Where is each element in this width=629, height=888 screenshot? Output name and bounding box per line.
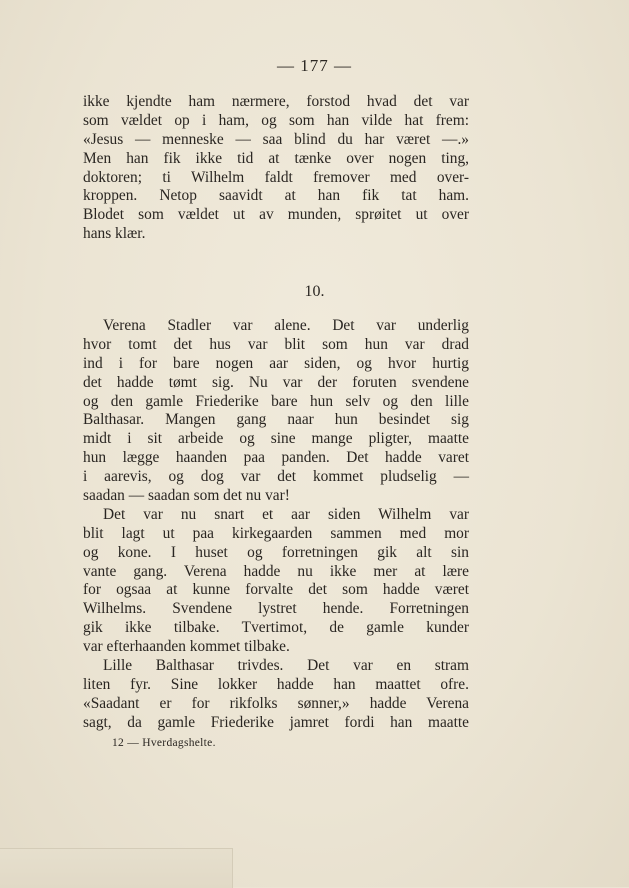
text-line: «Saadant er for rikfolks sønner,» hadde Verena (83, 694, 469, 712)
text-line: Lille Balthasar trivdes. Det var en stram (103, 657, 469, 675)
text-line: og den gamle Friederike bare hun selv og den lille (83, 392, 469, 410)
paragraph-2 (83, 317, 469, 733)
page-fold-edge (0, 848, 233, 888)
text-line: sagt, da gamle Friederike jamret fordi han maatte (83, 713, 469, 731)
text-line: midt i sit arbeide og sine mange pligter, maatte (83, 430, 469, 448)
text-line: saadan — saadan som det nu var! (83, 487, 290, 505)
text-line: Balthasar. Mangen gang naar hun besindet sig (83, 411, 469, 429)
text-line: «Jesus — menneske — saa blind du har været —.» (83, 130, 469, 148)
text-line: vante gang. Verena hadde nu ikke mer at lære (83, 562, 469, 580)
text-line: Verena Stadler var alene. Det var underlig (103, 317, 469, 334)
text-line: hvor tomt det hus var blit som hun var drad (83, 335, 469, 353)
text-line: hun lægge haanden paa panden. Det hadde varet (83, 449, 469, 467)
text-line: og kone. I huset og forretningen gik alt sin (83, 543, 469, 561)
text-line: Det var nu snart et aar siden Wilhelm var (103, 505, 469, 523)
text-line: for ogsaa at kunne forvalte det som hadde været (83, 581, 469, 599)
text-line: Men han fik ikke tid at tænke over nogen ting, (83, 149, 469, 167)
text-line: ind i for bare nogen aar siden, og hvor hurtig (83, 354, 469, 372)
chapter-heading: 10. (304, 283, 325, 300)
text-line: kroppen. Netop saavidt at han fik tat ham. (83, 187, 469, 205)
text-line: som vældet op i ham, og som han vilde hat frem: (83, 111, 469, 129)
text-line: Blodet som vældet ut av munden, sprøitet ut over (83, 206, 469, 224)
footer-signature: 12 — Hverdagshelte. (112, 737, 216, 749)
text-line: i aarevis, og dog var det kommet pludselig — (83, 468, 469, 486)
text-line: liten fyr. Sine lokker hadde han maattet ofre. (83, 675, 469, 693)
text-line: ikke kjendte ham nærmere, forstod hvad det var (83, 93, 469, 110)
paragraph-1 (83, 93, 469, 244)
text-line: Wilhelms. Svendene lystret hende. Forretningen (83, 600, 469, 618)
text-line: var efterhaanden kommet tilbake. (83, 638, 290, 656)
text-line: doktoren; ti Wilhelm faldt fremover med over- (83, 168, 469, 186)
text-line: hans klær. (83, 225, 146, 243)
text-line: gik ikke tilbake. Tvertimot, de gamle kunder (83, 619, 469, 637)
page-number: — 177 — (277, 56, 352, 75)
text-line: det hadde tømt sig. Nu var der foruten svendene (83, 373, 469, 391)
text-line: blit lagt ut paa kirkegaarden sammen med mor (83, 524, 469, 542)
